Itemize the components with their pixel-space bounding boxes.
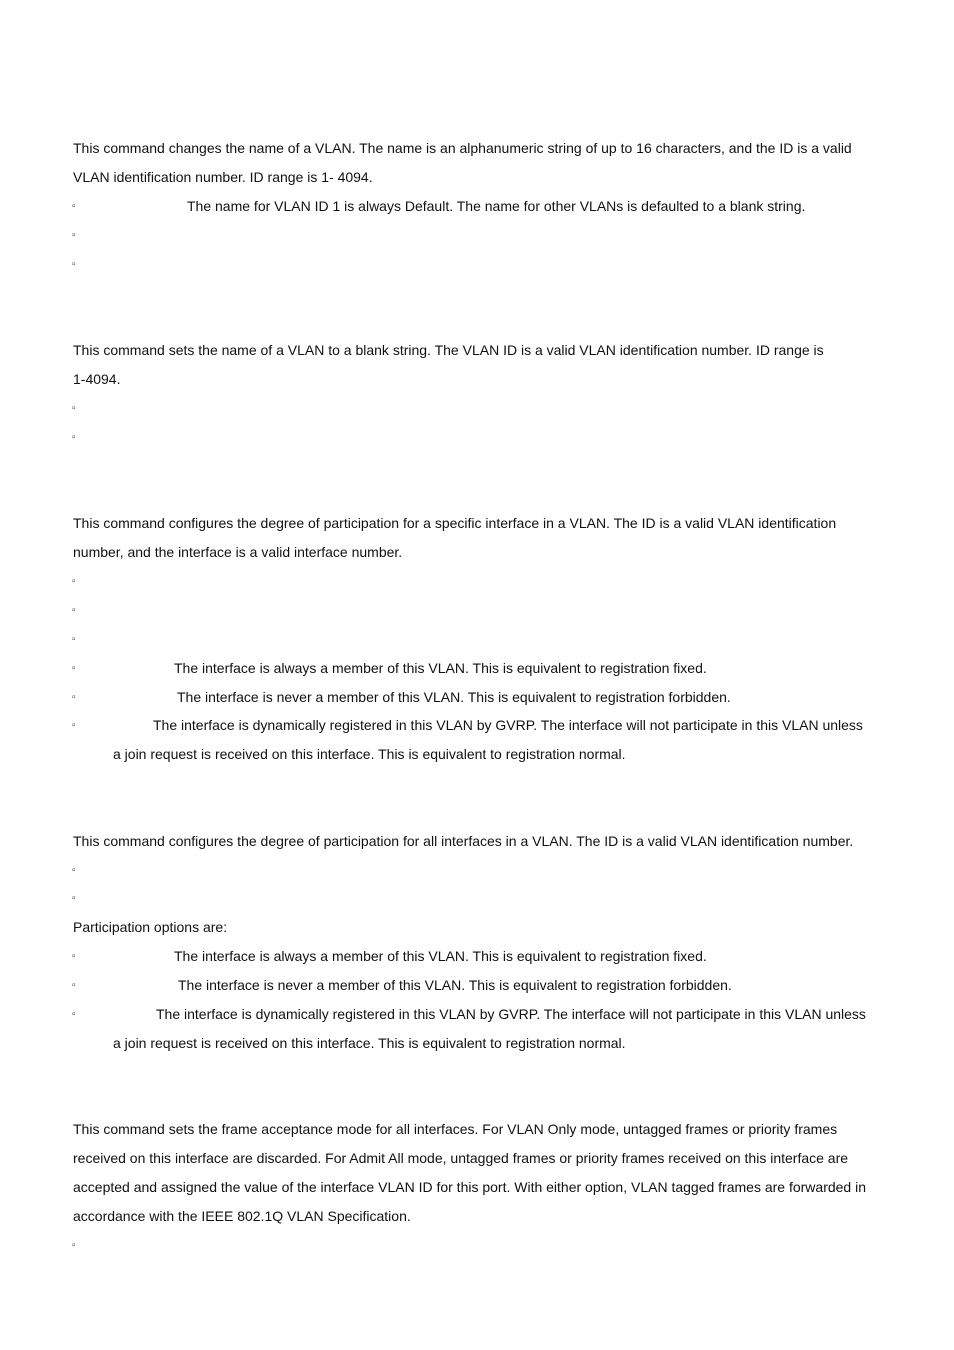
paragraph-line: received on this interface are discarded. For Admit All mode, untagged frames or priority frames received on this interface are (73, 1150, 849, 1166)
option-exclude-text: The interface is never a member of this VLAN. This is equivalent to registration forbidden. (178, 977, 732, 993)
bullet-icon: ▫ (72, 692, 76, 703)
paragraph-line: This command configures the degree of participation for a specific interface in a VLAN. The ID is a valid VLAN identification (73, 515, 837, 531)
bullet-icon: ▫ (72, 259, 76, 270)
bullet-icon: ▫ (72, 576, 76, 587)
option-include-text: The interface is always a member of this VLAN. This is equivalent to registration fixed. (174, 660, 707, 676)
paragraph-line: accepted and assigned the value of the interface VLAN ID for this port. With either option, VLAN tagged frames are forwarded in (73, 1179, 866, 1195)
bullet-text: The name for VLAN ID 1 is always Default. The name for other VLANs is defaulted to a blank string. (187, 198, 806, 214)
bullet-icon: ▫ (72, 634, 76, 645)
option-auto-text: The interface is dynamically registered in this VLAN by GVRP. The interface will not participate in this VLAN unless (156, 1006, 866, 1022)
paragraph-line: number, and the interface is a valid interface number. (73, 544, 403, 560)
bullet-icon: ▫ (72, 201, 76, 212)
bullet-icon: ▫ (72, 893, 76, 904)
paragraph-line: 1-4094. (73, 371, 121, 387)
bullet-icon: ▫ (72, 663, 76, 674)
paragraph-line: accordance with the IEEE 802.1Q VLAN Specification. (73, 1208, 411, 1224)
bullet-icon: ▫ (72, 951, 76, 962)
paragraph-line: VLAN identification number. ID range is 1- 4094. (73, 169, 373, 185)
paragraph-line: This command sets the frame acceptance mode for all interfaces. For VLAN Only mode, untagged frames or priority frames (73, 1121, 838, 1137)
bullet-icon: ▫ (72, 980, 76, 991)
options-label: Participation options are: (73, 919, 228, 935)
paragraph-line: This command changes the name of a VLAN. The name is an alphanumeric string of up to 16 characters, and the ID is a valid (73, 140, 852, 156)
option-auto-continuation: a join request is received on this interface. This is equivalent to registration normal. (113, 746, 626, 762)
bullet-icon: ▫ (72, 605, 76, 616)
paragraph-line: This command configures the degree of participation for all interfaces in a VLAN. The ID is a valid VLAN identification number. (73, 833, 854, 849)
option-exclude-text: The interface is never a member of this VLAN. This is equivalent to registration forbidden. (177, 689, 731, 705)
bullet-icon: ▫ (72, 1240, 76, 1251)
bullet-icon: ▫ (72, 230, 76, 241)
option-auto-continuation: a join request is received on this interface. This is equivalent to registration normal. (113, 1035, 626, 1051)
bullet-icon: ▫ (72, 403, 76, 414)
bullet-icon: ▫ (72, 865, 76, 876)
option-include-text: The interface is always a member of this VLAN. This is equivalent to registration fixed. (174, 948, 707, 964)
bullet-icon: ▫ (72, 1009, 76, 1020)
bullet-icon: ▫ (72, 432, 76, 443)
option-auto-text: The interface is dynamically registered in this VLAN by GVRP. The interface will not participate in this VLAN unless (153, 717, 863, 733)
bullet-icon: ▫ (72, 720, 76, 731)
paragraph-line: This command sets the name of a VLAN to a blank string. The VLAN ID is a valid VLAN identification number. ID range is (73, 342, 824, 358)
